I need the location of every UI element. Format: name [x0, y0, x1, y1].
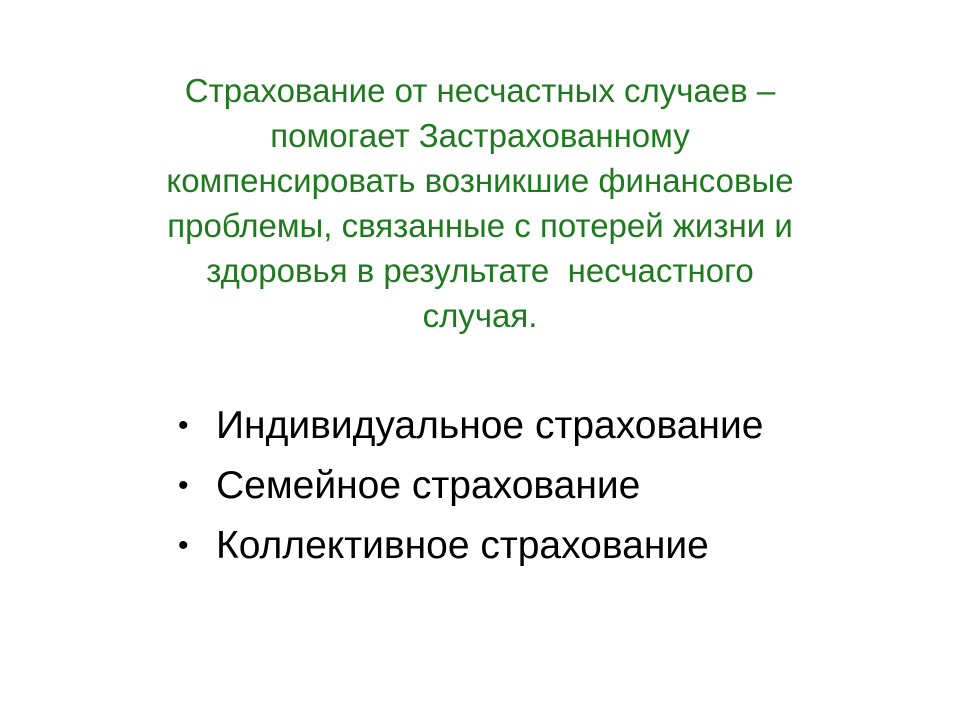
list-item [178, 516, 763, 576]
list-item [178, 456, 763, 516]
list-item-text: Индивидуальное страхование [216, 404, 764, 447]
intro-line: проблемы, связанные с потерей жизни и [167, 207, 793, 244]
list-item-text: Коллективное страхование [216, 524, 709, 567]
bullet-icon: • [178, 469, 189, 502]
intro-line: компенсировать возникшие финансовые [166, 162, 794, 199]
intro-paragraph [100, 68, 860, 338]
bullet-icon: • [178, 409, 189, 442]
intro-line: Страхование от несчастных случаев – [184, 72, 776, 109]
intro-line: случая. [422, 297, 538, 334]
bullet-icon: • [178, 529, 189, 562]
list-item [178, 396, 763, 456]
list-item-text: Семейное страхование [216, 464, 641, 507]
intro-line: здоровья в результате несчастного [206, 252, 754, 289]
insurance-types-list [178, 396, 763, 576]
intro-line: помогает Застрахованному [270, 117, 690, 154]
